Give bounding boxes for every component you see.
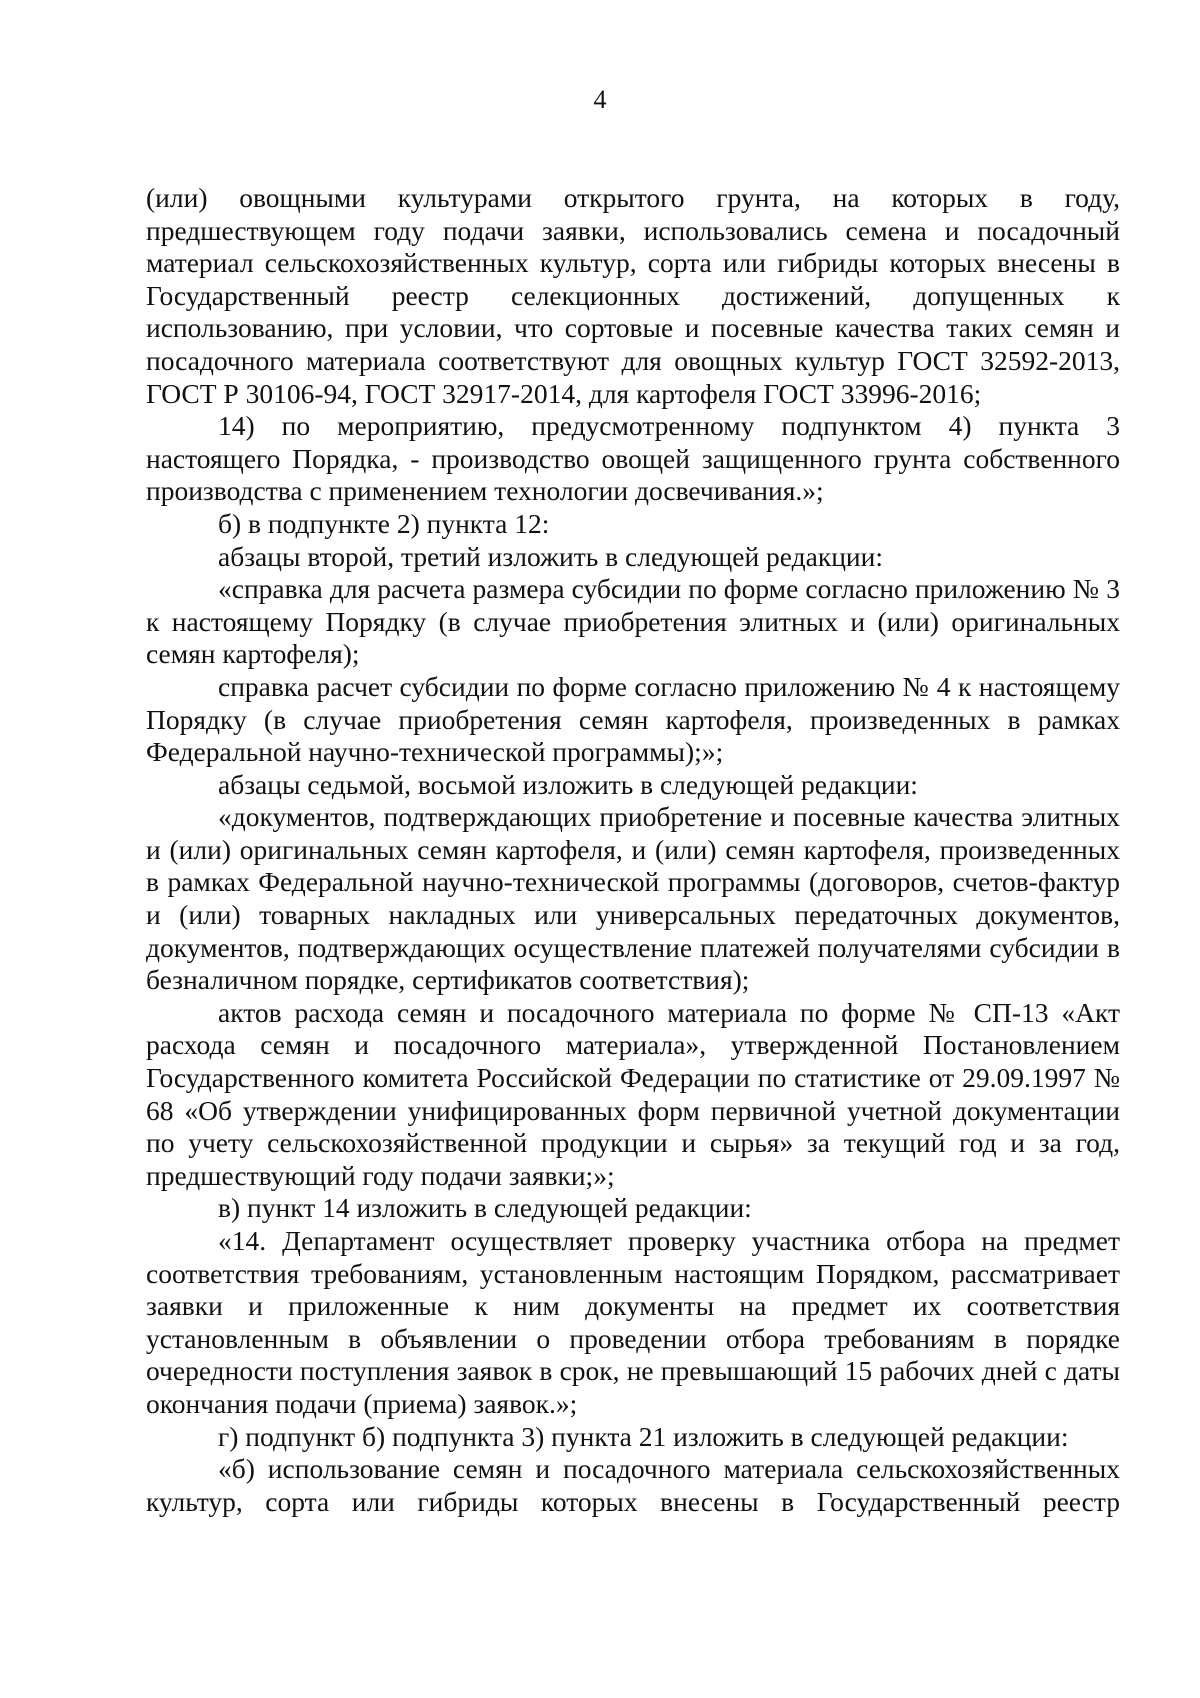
paragraph-b-subitem-2: б) в подпункте 2) пункта 12: <box>218 507 550 539</box>
paragraph-sp13-acts: актов расхода семян и посадочного материала по форме № СП-13 «Акт расхода семян и посадочного материала», утвержденной Постановлением Государственного комитета Российской Федерации по статистике от 29.09.1997 № 68 «Об утверждении унифицированных форм первичной учетной документации по учету сельскохозяйственной продукции и сырья» за текущий год и за год, предшествующий году подачи заявки;»; <box>146 996 1120 1191</box>
paragraph-abzacy-sedmoy-vosmoy: абзацы седьмой, восьмой изложить в следующей редакции: <box>218 768 918 800</box>
paragraph-item-14-text: «14. Департамент осуществляет проверку участника отбора на предмет соответствия требованиям, установленным настоящим Порядком, рассматривает заявки и приложенные к ним документы на предмет их соответствия установленным в объявлении о проведении отбора требованиям в порядке очередности поступления заявок в срок, не превышающий 15 рабочих дней с даты окончания подачи (приема) заявок.»; <box>146 1225 1120 1419</box>
paragraph-item-14: 14) по мероприятию, предусмотренному подпунктом 4) пункта 3 настоящего Порядка, - производство овощей защищенного грунта собственного производства с применением технологии досвечивания.»; <box>146 410 1120 507</box>
paragraph-spravka-annex-4: справка расчет субсидии по форме согласно приложению № 4 к настоящему Порядку (в случае приобретения семян картофеля, произведенных в рамках Федеральной научно-технической программы);»; <box>146 670 1120 768</box>
paragraph-g-item-21: г) подпункт б) подпункта 3) пункта 21 изложить в следующей редакции: <box>218 1420 1069 1452</box>
paragraph-b-seeds-usage: «б) использование семян и посадочного материала сельскохозяйственных культур, сорта или гибриды которых внесены в Государственный реестр <box>146 1453 1120 1517</box>
paragraph-vegetable-crops-conditions: (или) овощными культурами открытого грунта, на которых в году, предшествующем году подачи заявки, использовались семена и посадочный материал сельскохозяйственных культур, сорта или гибриды которых внесены в Государственный реестр селекционных достижений, допущенных к использованию, при условии, что сортовые и посевные качества таких семян и посадочного материала соответствуют для овощных культур ГОСТ 32592-2013, ГОСТ Р 30106-94, ГОСТ 32917-2014, для картофеля ГОСТ 33996-2016; <box>146 182 1120 409</box>
paragraph-spravka-annex-3: «справка для расчета размера субсидии по форме согласно приложению № 3 к настоящему Порядку (в случае приобретения элитных и (или) оригинальных семян картофеля); <box>146 573 1120 670</box>
paragraph-abzacy-vtoroy-tretiy: абзацы второй, третий изложить в следующей редакции: <box>218 540 883 572</box>
paragraph-v-item-14: в) пункт 14 изложить в следующей редакции: <box>218 1192 752 1224</box>
page-number: 4 <box>593 85 607 114</box>
document-body <box>146 182 1120 1518</box>
paragraph-documents-list: «документов, подтверждающих приобретение и посевные качества элитных и (или) оригинальных семян картофеля, и (или) семян картофеля, произведенных в рамках Федеральной научно-технической программы (договоров, счетов-фактур и (или) товарных накладных или универсальных передаточных документов, документов, подтверждающих осуществление платежей получателями субсидии в безналичном порядке, сертификатов соответствия); <box>146 801 1120 996</box>
